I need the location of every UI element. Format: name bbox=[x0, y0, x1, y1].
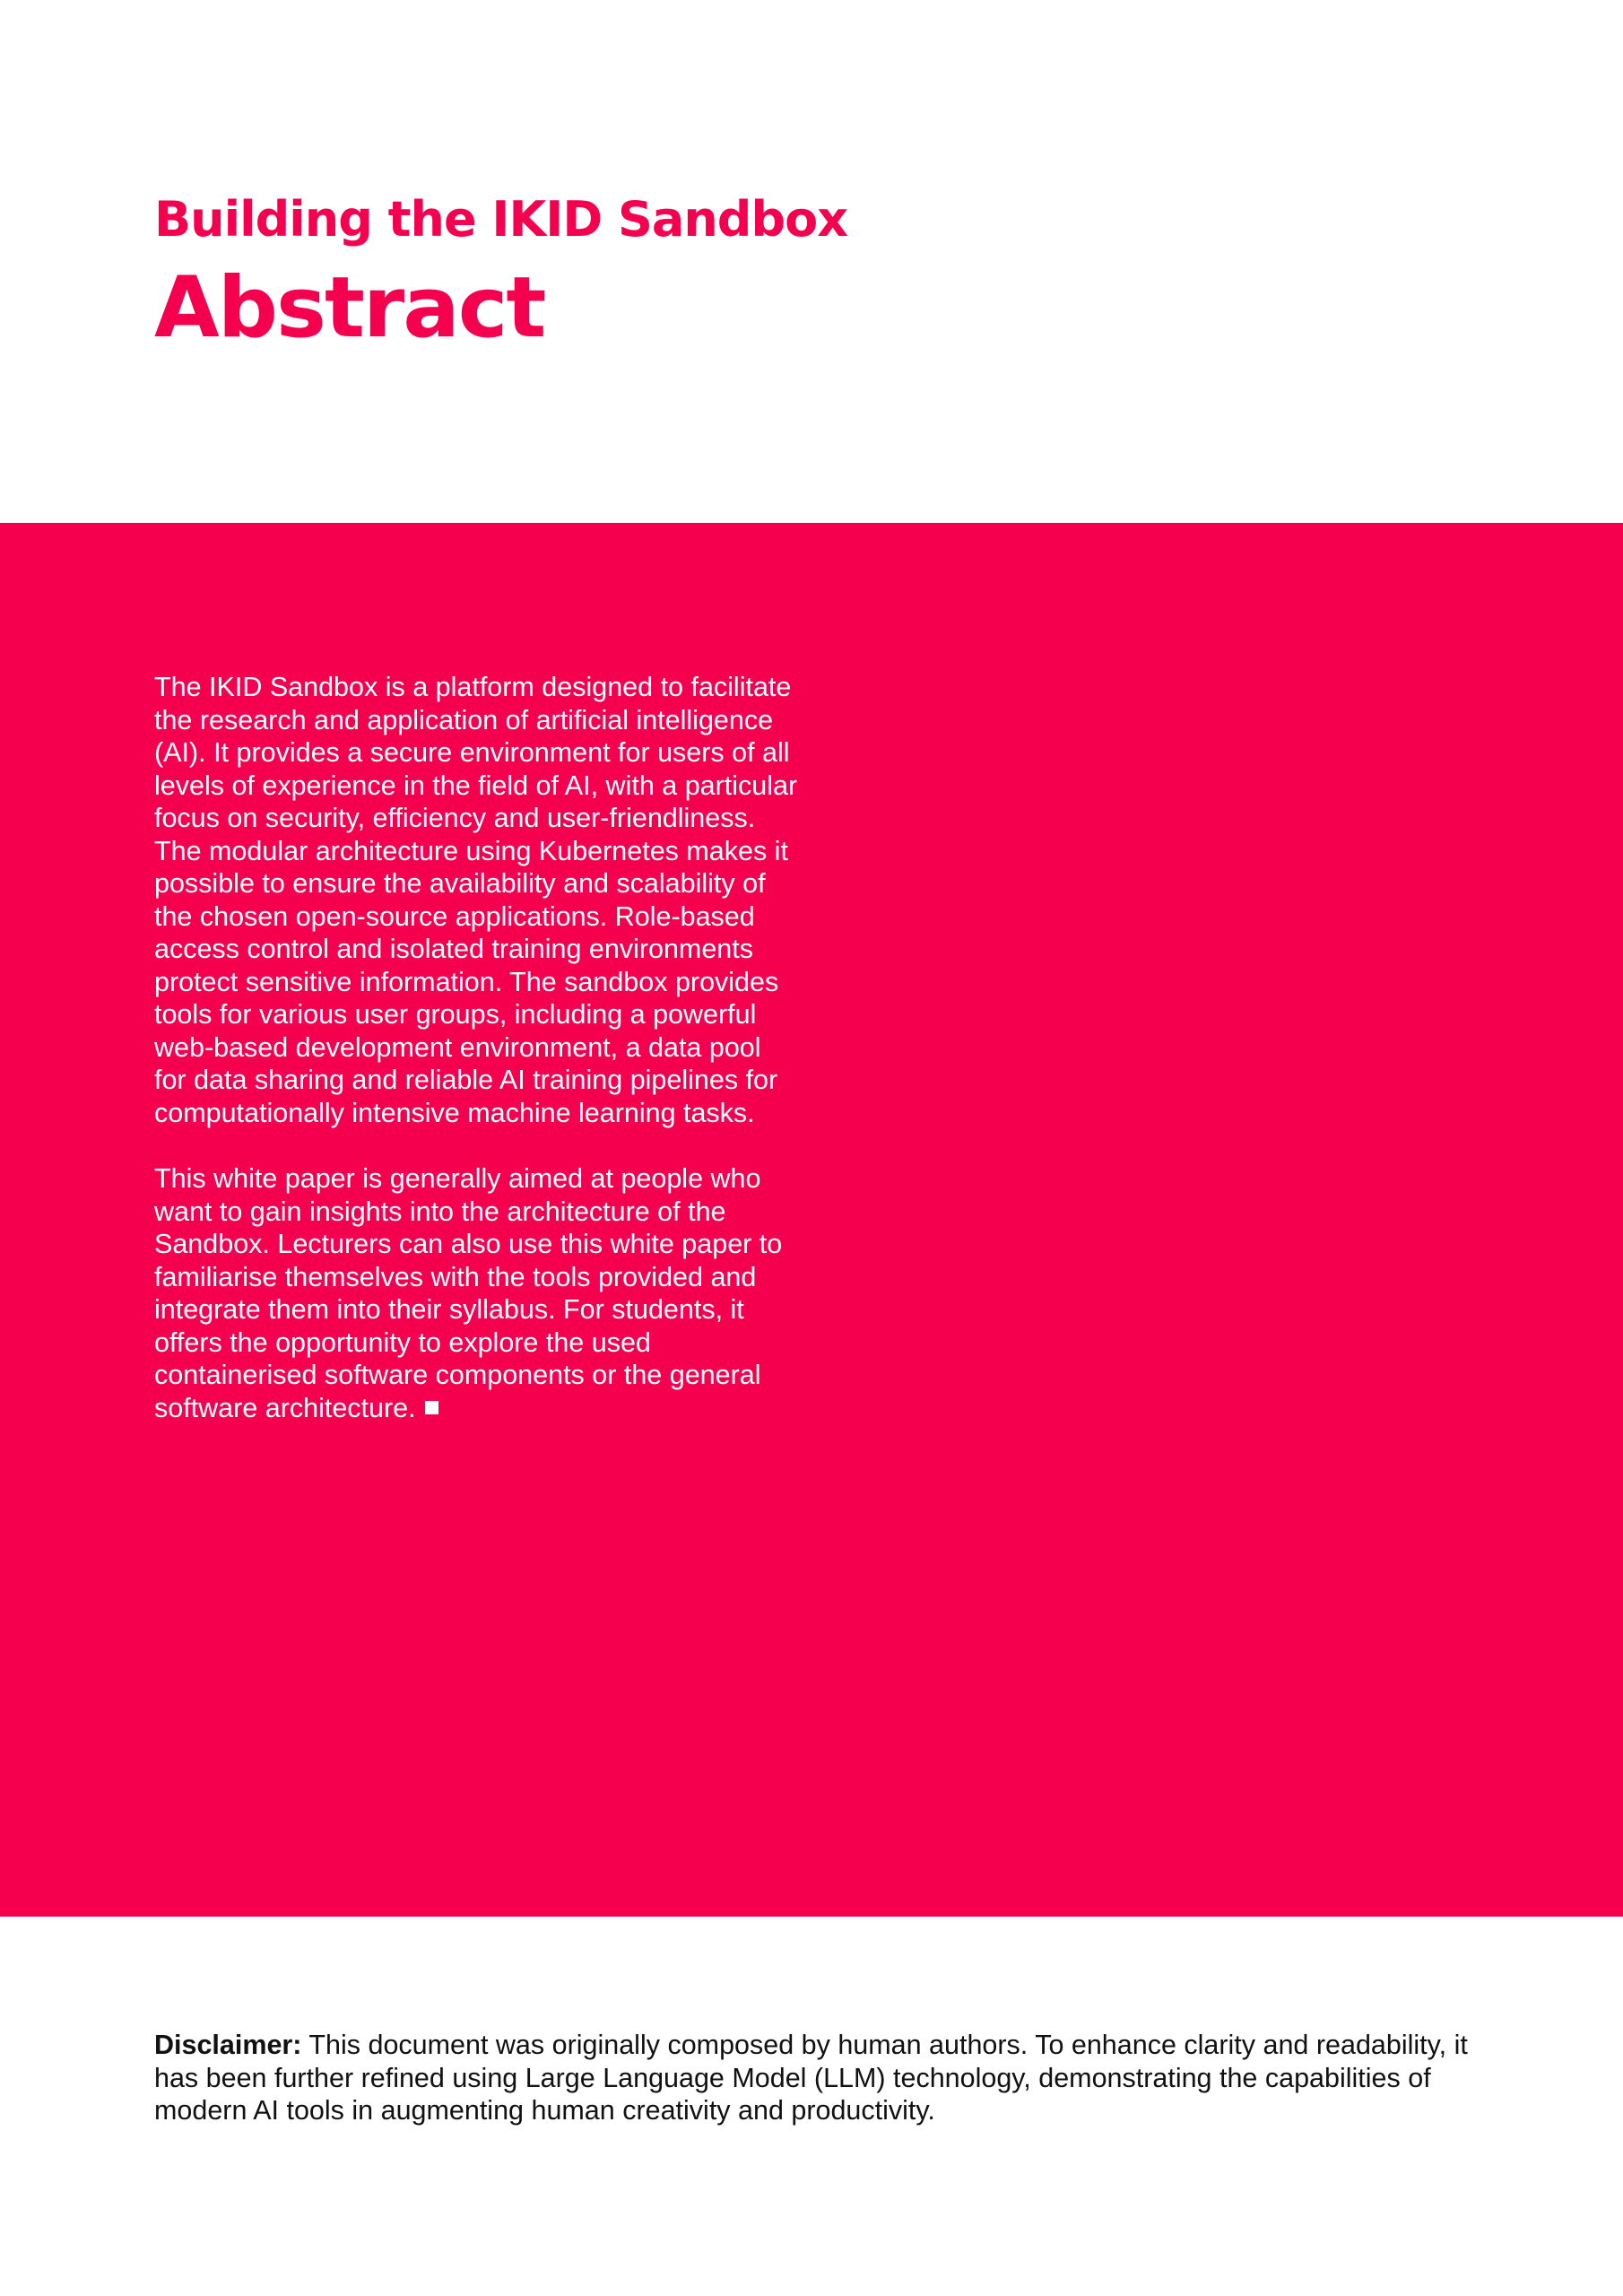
abstract-paragraph-2-container bbox=[154, 1162, 800, 1424]
abstract-paragraph-1: The IKID Sandbox is a platform designed to facilitate the research and application of artificial intelligence (AI). It provides a secure environment for users of all levels of experience in the field of AI, with a particular focus on security, efficiency and user-friendliness. The modular architecture using Kubernetes makes it possible to ensure the availability and scalability of the chosen open-source applications. Role-based access control and isolated training environments protect sensitive information. The sandbox provides tools for various user groups, including a powerful web-based development environment, a data pool for data sharing and reliable AI training pipelines for computationally intensive machine learning tasks. bbox=[154, 672, 798, 1128]
disclaimer bbox=[154, 2029, 1472, 2127]
document-subtitle: Building the IKID Sandbox bbox=[154, 191, 848, 248]
disclaimer-text: This document was originally composed by human authors. To enhance clarity and readability, it has been further refined using Large Language Model (LLM) technology, demonstrating the capabilities of modern AI tools in augmenting human creativity and productivity. bbox=[154, 2030, 1468, 2126]
page-header bbox=[154, 188, 1410, 359]
disclaimer-label: Disclaimer: bbox=[154, 2030, 302, 2060]
page-title: Abstract bbox=[154, 259, 545, 357]
square-end-mark-icon bbox=[425, 1401, 438, 1414]
abstract-paragraph-2: This white paper is generally aimed at people who want to gain insights into the architecture of the Sandbox. Lecturers can also use this white paper to familiarise themselves with the tools provided and integrate them into their syllabus. For students, it offers the opportunity to explore the used containerised software components or the general software architecture. bbox=[154, 1163, 783, 1423]
abstract-body bbox=[154, 671, 800, 1424]
abstract-panel bbox=[0, 523, 1623, 1917]
